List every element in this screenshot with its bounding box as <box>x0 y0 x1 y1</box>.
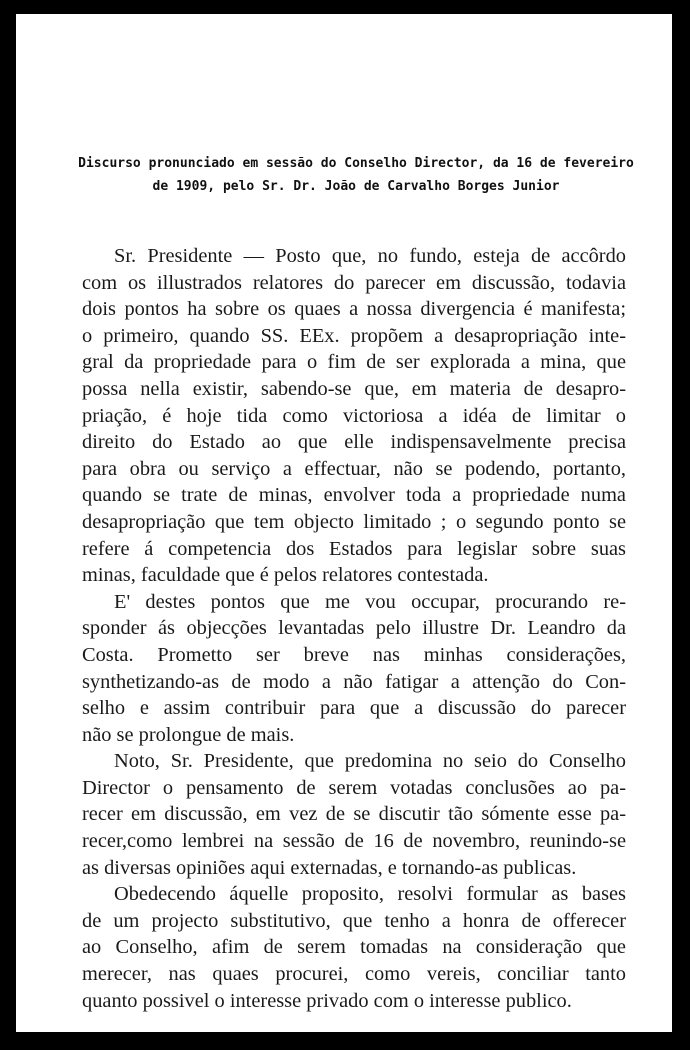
text-line: Director o pensamento de serem votadas conclusões ao pa- <box>82 776 626 799</box>
text-line: selho e assim contribuir para que a discussão do parecer <box>82 697 626 720</box>
text-line: refere á competencia dos Estados para legislar sobre suas <box>82 537 626 560</box>
speech-body <box>82 243 626 1014</box>
heading-line: Discurso pronunciado em sessão do Conselho Director, da 16 de fevereiro <box>78 156 634 171</box>
text-line: Costa. Prometto ser breve nas minhas considerações, <box>82 643 626 666</box>
text-line: minas, faculdade que é pelos relatores contestada. <box>82 564 489 587</box>
text-line: Noto, Sr. Presidente, que predomina no seio do Conselho <box>114 750 626 773</box>
text-line: possa nella existir, sabendo-se que, em materia de desapro- <box>82 377 626 400</box>
text-line: priação, é hoje tida como victoriosa a idéa de limitar o <box>82 404 626 427</box>
paragraph <box>82 748 626 881</box>
text-line: E' destes pontos que me vou occupar, procurando re- <box>114 590 626 613</box>
text-line: recer em discussão, em vez de se discutir tão sómente esse pa- <box>82 803 626 826</box>
text-line: Obedecendo áquelle proposito, resolvi formular as bases <box>114 883 626 906</box>
text-line: de um projecto substitutivo, que tenho a honra de offerecer <box>82 909 626 932</box>
text-line: merecer, nas quaes procurei, como vereis, conciliar tanto <box>82 963 626 986</box>
text-line: dois pontos ha sobre os quaes a nossa divergencia é manifesta; <box>82 298 626 321</box>
text-line: sponder ás objecções levantadas pelo illustre Dr. Leandro da <box>82 617 626 640</box>
speech-heading <box>76 152 636 198</box>
paragraph <box>82 881 626 1014</box>
text-line: desapropriação que tem objecto limitado ; o segundo ponto se <box>82 510 626 533</box>
text-line: synthetizando-as de modo a não fatigar a attenção do Con- <box>82 670 626 693</box>
text-line: com os illustrados relatores do parecer em discussão, todavia <box>82 271 626 294</box>
text-line: quando se trate de minas, envolver toda a propriedade numa <box>82 484 626 507</box>
text-line: direito do Estado ao que elle indispensavelmente precisa <box>82 431 626 454</box>
text-line: recer,como lembrei na sessão de 16 de novembro, reunindo-se <box>82 830 626 853</box>
heading-line: de 1909, pelo Sr. Dr. João de Carvalho Borges Junior <box>152 179 560 194</box>
paragraph <box>82 589 626 749</box>
text-line: o primeiro, quando SS. EEx. propõem a desapropriação inte- <box>82 324 626 347</box>
text-line: ao Conselho, afim de serem tomadas na consideração que <box>82 936 626 959</box>
text-line: gral da propriedade para o fim de ser explorada a mina, que <box>82 351 626 374</box>
text-line: para obra ou serviço a effectuar, não se podendo, portanto, <box>82 457 626 480</box>
text-line: não se prolongue de mais. <box>82 723 295 746</box>
text-line: quanto possivel o interesse privado com o interesse publico. <box>82 989 572 1012</box>
paragraph <box>82 243 626 589</box>
document-page <box>16 14 672 1032</box>
text-line: Sr. Presidente — Posto que, no fundo, esteja de accôrdo <box>114 245 626 267</box>
text-line: as diversas opiniões aqui externadas, e tornando-as publicas. <box>82 856 577 879</box>
